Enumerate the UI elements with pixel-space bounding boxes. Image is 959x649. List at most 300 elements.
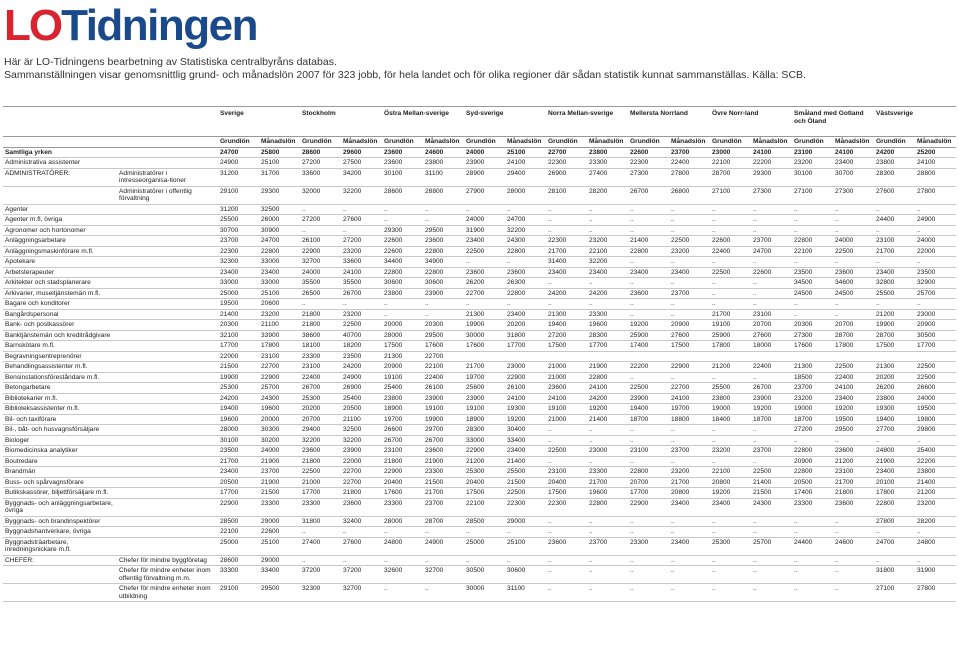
salary-cell: 24100 [833, 383, 874, 394]
salary-cell: .. [874, 527, 915, 538]
region-header: Övre Norr-land [710, 107, 792, 137]
salary-cell: 23000 [587, 446, 628, 457]
salary-cell: 31400 [546, 257, 587, 268]
salary-cell: .. [669, 435, 710, 446]
salary-cell: .. [464, 527, 505, 538]
salary-cell: 19200 [587, 404, 628, 415]
salary-cell: 20900 [382, 362, 423, 373]
salary-cell: 19100 [546, 404, 587, 415]
intro-line-2: Sammanställningen visar genomsnittlig grund- och månadslön 2007 för 323 jobb, för hela landet och för olika regioner där sådan statistik kunnat sammanställas. Källa: SCB. [4, 68, 806, 81]
salary-cell: 28500 [464, 516, 505, 527]
sub-occupation-label [117, 246, 218, 257]
table-row [3, 204, 956, 215]
sub-occupation-label [117, 330, 218, 341]
salary-cell: .. [300, 225, 341, 236]
table-row [3, 225, 956, 236]
salary-cell: 23100 [792, 147, 833, 158]
subheader-blank [117, 137, 218, 148]
salary-cell: 24100 [833, 147, 874, 158]
sub-occupation-label [117, 425, 218, 436]
salary-cell: 23600 [505, 267, 546, 278]
salary-cell: 21900 [874, 456, 915, 467]
salary-cell: 23400 [218, 267, 259, 278]
salary-cell: 23400 [505, 309, 546, 320]
occupation-label [3, 566, 117, 584]
salary-cell: 18500 [792, 372, 833, 383]
salary-cell: 24200 [341, 362, 382, 373]
salary-cell: .. [628, 257, 669, 268]
salary-cell: .. [382, 584, 423, 602]
salary-cell: .. [628, 309, 669, 320]
salary-cell: 24000 [915, 236, 956, 247]
occupation-label: Barnskötare m.fl. [3, 341, 117, 352]
table-row [3, 246, 956, 257]
salary-cell: 21200 [915, 488, 956, 499]
salary-cell: 22700 [669, 383, 710, 394]
salary-cell: 26200 [464, 278, 505, 289]
salary-cell: .. [710, 288, 751, 299]
salary-cell: 33300 [218, 566, 259, 584]
salary-cell: .. [300, 204, 341, 215]
salary-cell: 23500 [792, 267, 833, 278]
salary-cell: .. [587, 299, 628, 310]
table-row [3, 299, 956, 310]
salary-cell: 29400 [300, 425, 341, 436]
table-row [3, 186, 956, 204]
salary-cell: .. [341, 225, 382, 236]
salary-cell: 21200 [464, 456, 505, 467]
salary-cell: 23200 [341, 246, 382, 257]
salary-cell: 20300 [423, 320, 464, 331]
salary-cell: 23300 [587, 467, 628, 478]
salary-cell: 22800 [505, 246, 546, 257]
salary-cell: 18700 [751, 414, 792, 425]
salary-cell: 23400 [464, 236, 505, 247]
salary-cell: .. [833, 309, 874, 320]
salary-cell: 24900 [218, 158, 259, 169]
salary-cell: 23900 [464, 393, 505, 404]
salary-cell: .. [669, 516, 710, 527]
salary-cell: 31800 [874, 566, 915, 584]
salary-cell: .. [710, 204, 751, 215]
table-row [3, 537, 956, 555]
table-row [3, 566, 956, 584]
salary-cell: 22900 [218, 498, 259, 516]
salary-cell: 23400 [259, 267, 300, 278]
salary-cell: 17500 [546, 341, 587, 352]
salary-cell: 31900 [464, 225, 505, 236]
salary-cell: 29500 [259, 584, 300, 602]
occupation-label: Bil- och taxiförare [3, 414, 117, 425]
salary-cell: 24900 [423, 537, 464, 555]
salary-cell: 20500 [341, 404, 382, 415]
salary-cell: 23300 [259, 498, 300, 516]
salary-cell: 22500 [915, 362, 956, 373]
salary-cell: 23400 [546, 267, 587, 278]
salary-cell: 32500 [341, 425, 382, 436]
salary-cell: 29300 [259, 186, 300, 204]
salary-cell: 23000 [915, 309, 956, 320]
salary-cell: 28300 [587, 330, 628, 341]
salary-cell: 23300 [300, 498, 341, 516]
sub-occupation-label [117, 456, 218, 467]
salary-cell: 17800 [833, 341, 874, 352]
salary-cell: 20100 [874, 477, 915, 488]
salary-cell: 22800 [505, 288, 546, 299]
salary-cell: 23400 [669, 498, 710, 516]
salary-cell: 25600 [464, 383, 505, 394]
salary-cell: .. [464, 257, 505, 268]
salary-cell: 18700 [792, 414, 833, 425]
salary-cell: .. [833, 257, 874, 268]
sub-occupation-label [117, 516, 218, 527]
salary-cell: .. [546, 584, 587, 602]
salary-cell: 23300 [587, 309, 628, 320]
salary-cell: 26700 [751, 383, 792, 394]
salary-cell: .. [792, 584, 833, 602]
salary-cell: .. [464, 204, 505, 215]
salary-cell: 29100 [218, 584, 259, 602]
salary-cell: .. [833, 555, 874, 566]
table-row [3, 215, 956, 226]
column-header: Grundlön [628, 137, 669, 148]
occupation-label: Biblioteksassistenter m.fl. [3, 404, 117, 415]
salary-cell: 21800 [382, 456, 423, 467]
occupation-label: Administrativa assistenter [3, 158, 117, 169]
salary-cell: 23200 [669, 246, 710, 257]
column-header: Grundlön [218, 137, 259, 148]
salary-cell: .. [587, 435, 628, 446]
salary-cell: 20500 [218, 477, 259, 488]
salary-cell: 22700 [464, 288, 505, 299]
salary-cell: .. [751, 425, 792, 436]
salary-cell: 17500 [546, 488, 587, 499]
salary-cell: 21700 [423, 488, 464, 499]
salary-cell [628, 351, 669, 362]
salary-cell: 17800 [874, 488, 915, 499]
salary-cell: 20600 [259, 299, 300, 310]
sub-occupation-label [117, 477, 218, 488]
salary-cell: 21900 [259, 456, 300, 467]
salary-cell: 22300 [546, 236, 587, 247]
salary-cell: 27800 [669, 168, 710, 186]
salary-cell: 31700 [259, 168, 300, 186]
salary-cell: 30400 [505, 425, 546, 436]
salary-cell: .. [751, 516, 792, 527]
sub-occupation-label [117, 288, 218, 299]
salary-cell: 28300 [874, 168, 915, 186]
salary-cell: 17700 [300, 488, 341, 499]
salary-cell: 28000 [218, 425, 259, 436]
sub-occupation-label [117, 309, 218, 320]
salary-cell: 31200 [218, 168, 259, 186]
salary-cell: 20400 [464, 477, 505, 488]
salary-cell: 32000 [300, 186, 341, 204]
salary-cell: 22400 [300, 372, 341, 383]
salary-cell: 35500 [300, 278, 341, 289]
salary-cell: 22500 [915, 372, 956, 383]
salary-cell: 25100 [259, 537, 300, 555]
salary-cell: 20700 [833, 320, 874, 331]
salary-cell: 27800 [915, 584, 956, 602]
salary-cell: 21500 [751, 488, 792, 499]
salary-cell: 23400 [669, 267, 710, 278]
salary-cell: 20300 [218, 320, 259, 331]
salary-cell: .. [792, 566, 833, 584]
salary-cell [792, 351, 833, 362]
salary-cell: .. [792, 309, 833, 320]
header-blank [117, 107, 218, 137]
salary-cell: 28100 [546, 186, 587, 204]
header-blank [3, 107, 117, 137]
salary-cell: .. [833, 435, 874, 446]
occupation-label: Agronomer och hortonomer [3, 225, 117, 236]
salary-cell: .. [710, 566, 751, 584]
salary-cell: .. [587, 584, 628, 602]
sub-occupation-label [117, 257, 218, 268]
salary-cell: 28200 [587, 186, 628, 204]
salary-cell: 22800 [792, 236, 833, 247]
salary-cell: 22300 [546, 498, 587, 516]
salary-cell: 31100 [423, 168, 464, 186]
salary-cell: .. [628, 215, 669, 226]
salary-cell: .. [915, 299, 956, 310]
sub-occupation-label [117, 362, 218, 373]
occupation-label: Apotekare [3, 257, 117, 268]
salary-cell: 33400 [505, 435, 546, 446]
column-header: Grundlön [710, 137, 751, 148]
salary-cell: 28600 [382, 186, 423, 204]
table-row [3, 414, 956, 425]
salary-cell: 23200 [341, 309, 382, 320]
salary-cell: 20500 [792, 477, 833, 488]
salary-cell: 27800 [874, 516, 915, 527]
salary-cell: 21400 [628, 236, 669, 247]
region-header: Norra Mellan-sverige [546, 107, 628, 137]
salary-cell: .. [341, 204, 382, 215]
salary-cell: .. [628, 584, 669, 602]
salary-cell: 21800 [341, 488, 382, 499]
table-row [3, 498, 956, 516]
salary-cell: 24500 [833, 288, 874, 299]
region-header: Stockholm [300, 107, 382, 137]
salary-cell: 17600 [382, 488, 423, 499]
salary-cell: 25500 [710, 383, 751, 394]
salary-cell: .. [587, 204, 628, 215]
salary-cell: 24200 [874, 147, 915, 158]
salary-cell: 24400 [874, 215, 915, 226]
salary-cell: 29100 [218, 186, 259, 204]
table-row [3, 330, 956, 341]
salary-cell: .. [546, 425, 587, 436]
salary-cell: 22300 [546, 158, 587, 169]
salary-cell: 17600 [423, 341, 464, 352]
salary-cell: 30000 [464, 584, 505, 602]
salary-cell: 21400 [751, 477, 792, 488]
region-header: Östra Mellan-sverige [382, 107, 464, 137]
salary-cell: 21800 [300, 309, 341, 320]
occupation-label: Bensinstationsföreståndare m.fl. [3, 372, 117, 383]
salary-cell: .. [710, 555, 751, 566]
salary-cell: 24800 [382, 537, 423, 555]
salary-cell: 35500 [341, 278, 382, 289]
occupation-label: Agenter m.fl, övriga [3, 215, 117, 226]
salary-cell: 22500 [341, 320, 382, 331]
salary-cell: 22400 [833, 372, 874, 383]
salary-cell: 19100 [423, 404, 464, 415]
salary-cell: 19800 [915, 414, 956, 425]
salary-cell: .. [710, 278, 751, 289]
salary-cell: 37200 [341, 566, 382, 584]
occupation-label: Anläggningsarbetare [3, 236, 117, 247]
salary-cell: 30500 [915, 330, 956, 341]
salary-cell: .. [464, 299, 505, 310]
salary-cell: 29300 [751, 168, 792, 186]
occupation-label: Brandmän [3, 467, 117, 478]
salary-cell: 23800 [915, 467, 956, 478]
occupation-label: Begravningsentreprenörer [3, 351, 117, 362]
salary-cell: .. [546, 456, 587, 467]
salary-cell: .. [505, 299, 546, 310]
salary-cell: 24400 [792, 537, 833, 555]
sub-occupation-label [117, 341, 218, 352]
table-row [3, 488, 956, 499]
salary-cell: 24600 [423, 147, 464, 158]
salary-cell: 22500 [751, 467, 792, 478]
salary-cell: 19600 [259, 404, 300, 415]
occupation-label: ADMINISTRATÖRER: [3, 168, 117, 186]
salary-cell: 23500 [218, 446, 259, 457]
salary-cell: 22000 [915, 246, 956, 257]
salary-cell: 22700 [423, 351, 464, 362]
salary-cell: 24500 [792, 288, 833, 299]
salary-cell: 22300 [628, 158, 669, 169]
table-row [3, 435, 956, 446]
salary-cell: 20000 [382, 320, 423, 331]
salary-cell: 24200 [218, 393, 259, 404]
salary-cell: 27200 [300, 158, 341, 169]
table-row [3, 309, 956, 320]
salary-cell: 20700 [300, 414, 341, 425]
salary-cell: 26000 [259, 215, 300, 226]
salary-cell: 19400 [218, 404, 259, 415]
table-row [3, 467, 956, 478]
salary-cell: 32700 [423, 566, 464, 584]
salary-cell: 23600 [464, 267, 505, 278]
salary-cell: 19600 [218, 414, 259, 425]
salary-cell: .. [792, 555, 833, 566]
salary-cell: 18000 [751, 341, 792, 352]
sub-occupation-label [117, 372, 218, 383]
salary-cell: 23400 [874, 467, 915, 478]
salary-cell: 29000 [505, 516, 546, 527]
salary-cell: 17700 [218, 341, 259, 352]
salary-cell: .. [751, 456, 792, 467]
occupation-label: Betongarbetare [3, 383, 117, 394]
salary-cell: 25000 [464, 537, 505, 555]
salary-cell: 23800 [382, 393, 423, 404]
salary-cell: 19000 [792, 404, 833, 415]
column-header: Månadslön [341, 137, 382, 148]
salary-cell: 23200 [669, 467, 710, 478]
sub-occupation-label: Administratörer i offentlig förvaltning [117, 186, 218, 204]
salary-cell: 18800 [669, 414, 710, 425]
sub-occupation-label [117, 435, 218, 446]
salary-cell: 24200 [587, 393, 628, 404]
salary-cell: 17600 [792, 341, 833, 352]
salary-cell: .. [792, 299, 833, 310]
salary-cell: 23700 [792, 383, 833, 394]
salary-cell: .. [669, 215, 710, 226]
salary-cell: 23900 [751, 393, 792, 404]
salary-cell: 29000 [259, 555, 300, 566]
salary-cell: 24700 [505, 215, 546, 226]
salary-cell: .. [546, 555, 587, 566]
salary-cell: 23100 [259, 351, 300, 362]
occupation-label: Butikskassörer, biljettförsäljare m.fl. [3, 488, 117, 499]
salary-cell: .. [423, 299, 464, 310]
table-row [3, 147, 956, 158]
salary-cell: 24100 [915, 158, 956, 169]
region-header-row [3, 107, 956, 137]
sub-occupation-label [117, 404, 218, 415]
salary-cell: 18400 [710, 414, 751, 425]
table-row [3, 393, 956, 404]
salary-cell: 23700 [669, 147, 710, 158]
sub-occupation-label [117, 351, 218, 362]
salary-cell: 32300 [300, 584, 341, 602]
salary-cell: 33000 [259, 257, 300, 268]
salary-cell: 34900 [423, 257, 464, 268]
salary-cell: 17500 [874, 341, 915, 352]
salary-cell: 18200 [341, 341, 382, 352]
salary-cell: 21100 [341, 414, 382, 425]
column-header: Månadslön [587, 137, 628, 148]
salary-cell: 25400 [341, 393, 382, 404]
lotidningen-logo[interactable] [4, 2, 257, 48]
occupation-label: Byggnads- och brandinspektörer [3, 516, 117, 527]
salary-cell: 23600 [546, 537, 587, 555]
salary-cell: .. [587, 425, 628, 436]
salary-cell: 22900 [628, 498, 669, 516]
salary-cell: 21700 [833, 477, 874, 488]
salary-cell: .. [628, 372, 669, 383]
salary-cell: 22700 [546, 147, 587, 158]
salary-cell: 27400 [300, 537, 341, 555]
salary-cell: .. [587, 527, 628, 538]
salary-cell: 23800 [587, 147, 628, 158]
salary-cell: 25100 [259, 158, 300, 169]
salary-cell: 23700 [218, 236, 259, 247]
salary-cell: .. [915, 204, 956, 215]
salary-cell: 22900 [669, 362, 710, 373]
salary-cell: 23100 [546, 467, 587, 478]
salary-cell: 23900 [628, 393, 669, 404]
occupation-label: Byggnads- och anläggningsarbetare, övriga [3, 498, 117, 516]
sub-occupation-label [117, 446, 218, 457]
salary-cell: 19700 [464, 372, 505, 383]
salary-cell: 21400 [218, 309, 259, 320]
salary-cell: 22500 [546, 446, 587, 457]
salary-cell: .. [710, 372, 751, 383]
salary-cell: 23600 [833, 446, 874, 457]
table-row [3, 320, 956, 331]
salary-cell: 23600 [300, 446, 341, 457]
salary-cell: 23600 [341, 498, 382, 516]
salary-cell: .. [751, 566, 792, 584]
salary-cell: 26100 [505, 383, 546, 394]
salary-cell: 22500 [464, 246, 505, 257]
